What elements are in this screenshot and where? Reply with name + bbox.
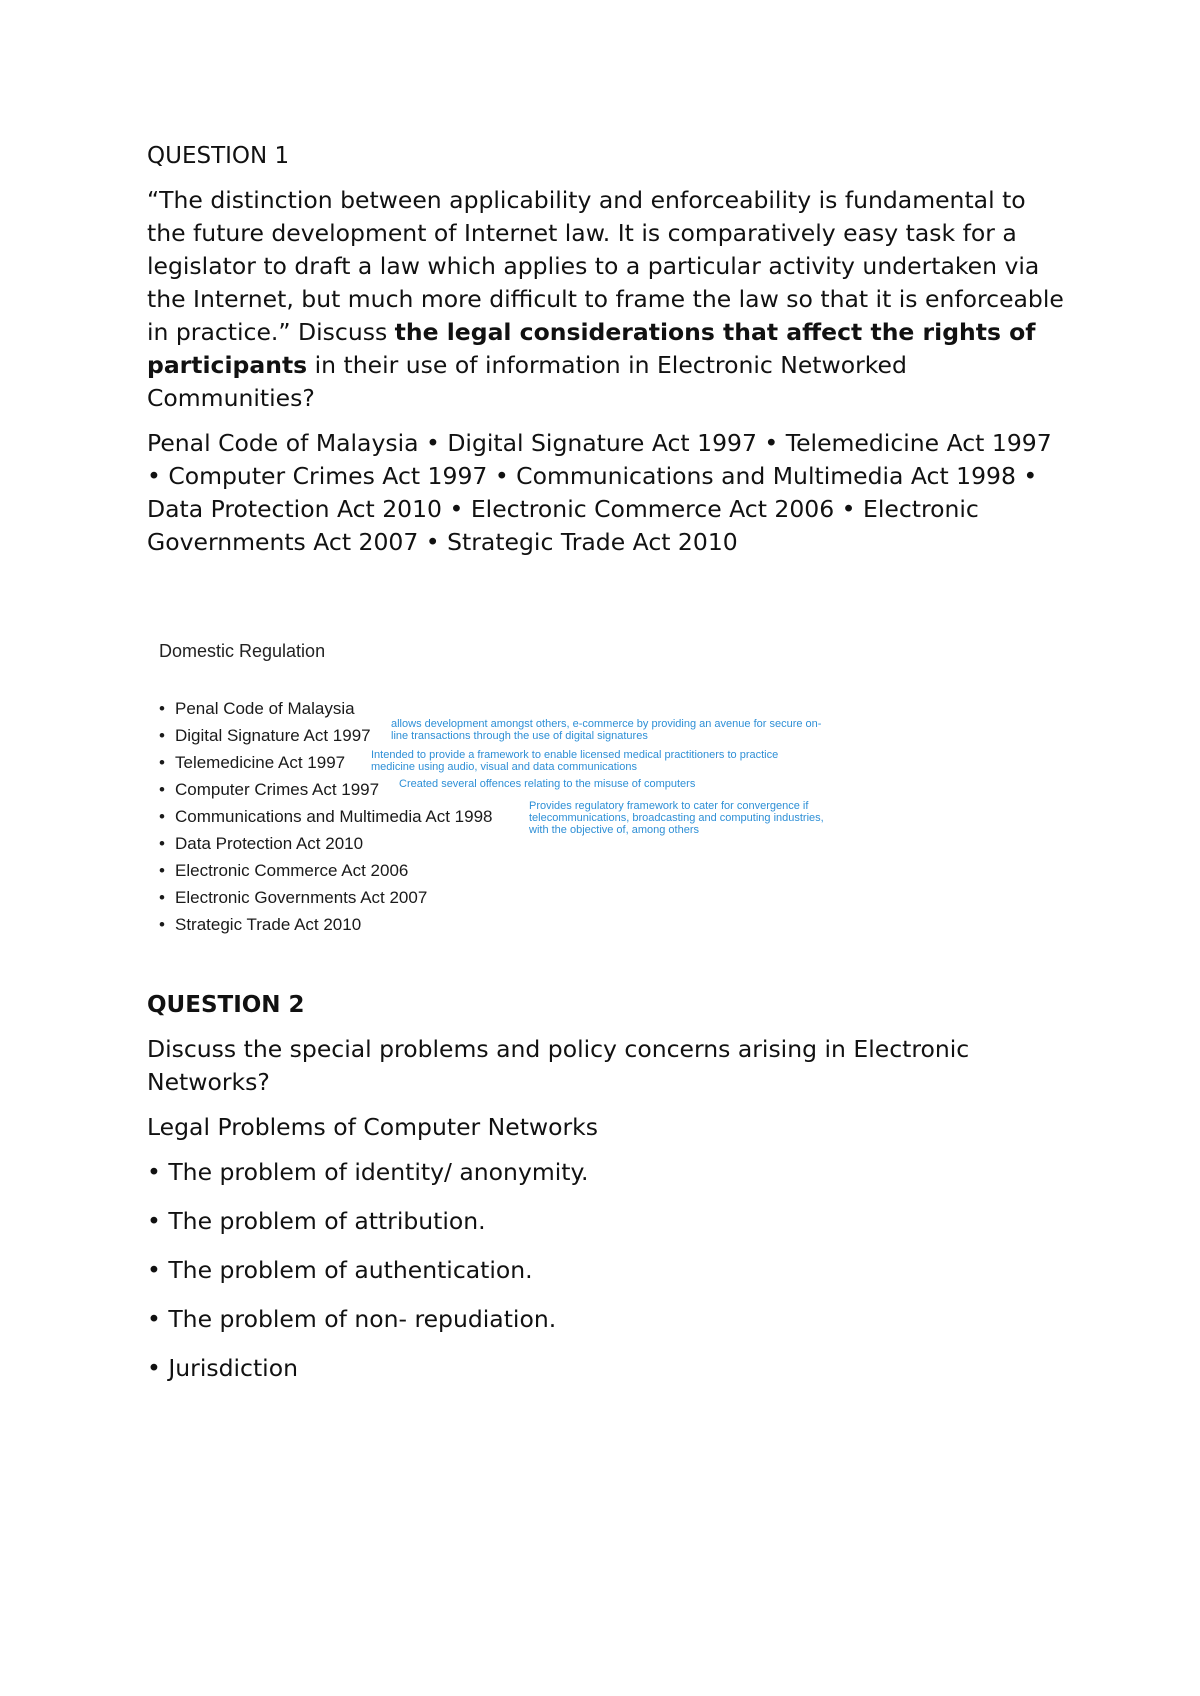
problem-bullet: • The problem of authentication. [147,1256,533,1284]
bullet-dot: • [159,726,165,745]
bullet-dot: • [159,807,165,826]
slide-item-label: Digital Signature Act 1997 [175,726,371,745]
slide-list-item [159,803,493,830]
question-2-text: Discuss the special problems and policy concerns arising in Electronic Networks? [147,1035,970,1096]
document-page [147,140,1067,1401]
note-computer-crimes: Created several offences relating to the misuse of computers [399,778,696,790]
spacer [147,949,1067,989]
question-2-heading: QUESTION 2 [147,992,305,1018]
problem-bullet: • Jurisdiction [147,1354,298,1382]
slide-list-item [159,830,493,857]
question-1-text-part1: “The distinction between applicability and enforceability is fundamental to the future development of Internet law. It is comparatively easy task for a legislator to draft a law which applies to a particular activity undertaken via the Internet, but much more difficult to frame the law so that it is enforceable in practice.” Discuss [147,186,1064,346]
slide-item-label: Penal Code of Malaysia [175,699,355,718]
bullet-dot: • [159,753,165,772]
slide-list-item [159,857,493,884]
problem-bullet: • The problem of non- repudiation. [147,1305,557,1333]
note-telemedicine: Intended to provide a framework to enable licensed medical practitioners to practice medicine using audio, visual and data communications [371,749,779,773]
bullet-dot: • [159,915,165,934]
question-1-heading: QUESTION 1 [147,143,290,169]
slide-title: Domestic Regulation [159,641,326,661]
question-1-text [147,184,1067,415]
question-1-text-bold: the legal considerations that affect the rights of participants [147,318,1036,379]
acts-paragraph: Penal Code of Malaysia • Digital Signature Act 1997 • Telemedicine Act 1997 • Computer Crimes Act 1997 • Communications and Multimedia Act 1998 • Data Protection Act 2010 • Electronic Commerce Act 2006 • Electronic Governments Act 2007 • Strategic Trade Act 2010 [147,429,1052,556]
slide-list-item [159,884,493,911]
slide-list-item [159,911,493,938]
question-1-text-part2: in their use of information in Electronic Networked Communities? [147,351,907,412]
slide-item-label: Communications and Multimedia Act 1998 [175,807,493,826]
problem-bullet: • The problem of identity/ anonymity. [147,1158,589,1186]
bullet-dot: • [159,861,165,880]
legal-problems-heading: Legal Problems of Computer Networks [147,1113,599,1141]
slide-item-label: Data Protection Act 2010 [175,834,364,853]
slide-item-label: Strategic Trade Act 2010 [175,915,362,934]
bullet-dot: • [159,834,165,853]
problem-bullet: • The problem of attribution. [147,1207,486,1235]
slide-item-label: Telemedicine Act 1997 [175,753,346,772]
bullet-dot: • [159,699,165,718]
slide-item-label: Electronic Commerce Act 2006 [175,861,409,880]
domestic-regulation-slide [159,639,879,949]
note-communications: Provides regulatory framework to cater for convergence if telecommunications, broadcasting and computing industries, with the objective of, among others [529,800,824,836]
bullet-dot: • [159,780,165,799]
slide-item-label: Computer Crimes Act 1997 [175,780,380,799]
note-digital-signature: allows development amongst others, e-commerce by providing an avenue for secure on-line transactions through the use of digital signatures [391,718,822,742]
bullet-dot: • [159,888,165,907]
slide-item-label: Electronic Governments Act 2007 [175,888,428,907]
